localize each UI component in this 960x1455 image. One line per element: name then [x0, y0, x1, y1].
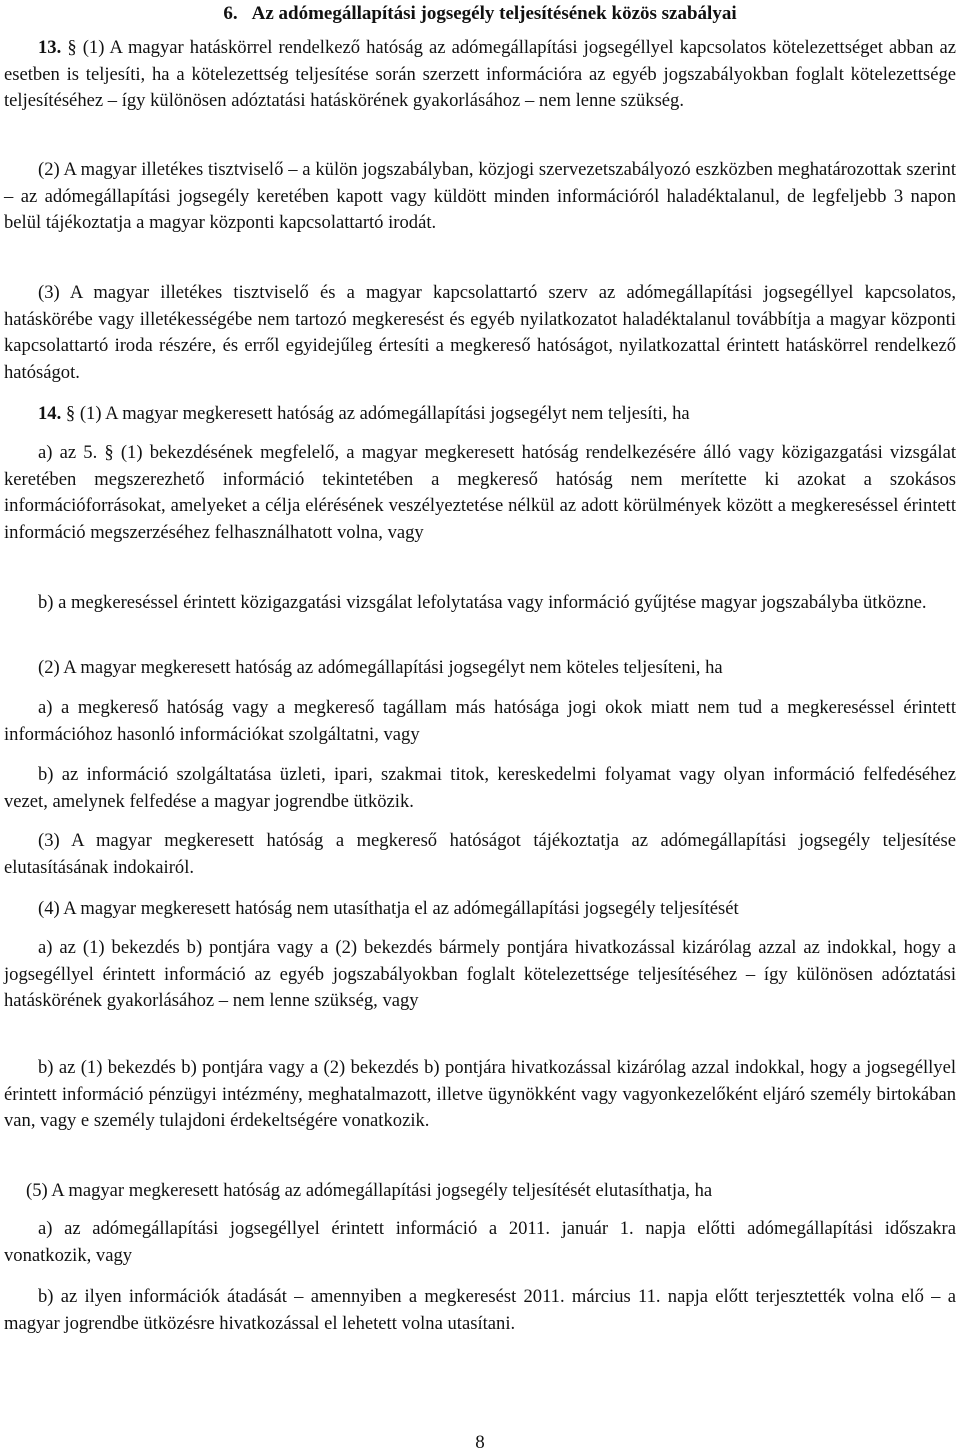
- page-number: 8: [475, 1432, 485, 1453]
- paragraph-text: b) az ilyen információk átadását – amennyiben a megkeresést 2011. március 11. napja előtt terjesztették volna elő – a magyar jogrendbe ütközésre hivatkozással el lehetett volna utasítani.: [4, 1286, 956, 1334]
- paragraph-text: § (1) A magyar megkeresett hatóság az adómegállapítási jogsegélyt nem teljesíti, ha: [65, 403, 690, 424]
- paragraph-text: b) az információ szolgáltatása üzleti, ipari, szakmai titok, kereskedelmi folyamat vagy olyan információ felfedéséhez vezet, amelynek felfedése a magyar jogrendbe ütközik.: [4, 764, 956, 812]
- paragraph-text: a) a megkereső hatóság vagy a megkereső tagállam más hatósága jogi okok miatt nem tud a megkereséssel érintett információhoz hasonló információkat szolgáltatni, vagy: [4, 697, 956, 745]
- paragraph-13-2: [4, 157, 956, 237]
- paragraph-text: (4) A magyar megkeresett hatóság nem utasíthatja el az adómegállapítási jogsegély teljesítését: [38, 898, 739, 919]
- paragraph-14-2-a: [4, 695, 956, 748]
- paragraph-14-1-b: [4, 590, 956, 617]
- section-13-label: 13.: [38, 37, 62, 58]
- paragraph-text: (2) A magyar illetékes tisztviselő – a külön jogszabályban, közjogi szervezetszabályozó eszközben meghatározottak szerint – az adómegállapítási jogsegély keretében kapott vagy küldött minden információról haladéktalanul, de legfeljebb 3 napon belül tájékoztatja a magyar központi kapcsolattartó irodát.: [4, 159, 956, 234]
- paragraph-text: a) az 5. § (1) bekezdésének megfelelő, a magyar megkeresett hatóság rendelkezésére álló vagy közigazgatási vizsgálat keretében megszerezhető információ tekintetében a megkereső hatóság nem merítette ki azokat a szokásos információforrásokat, amelyeket a célja elérésének veszélyeztetése nélkül az adott körülmények között a megkereséssel érintett információ megszerzéséhez felhasználhatott volna, vagy: [4, 442, 956, 543]
- paragraph-text: (3) A magyar megkeresett hatóság a megkereső hatóságot tájékoztatja az adómegállapítási jogsegély teljesítése elutasításának indokairól.: [4, 830, 956, 878]
- paragraph-14-2-b: [4, 762, 956, 815]
- paragraph-text: (2) A magyar megkeresett hatóság az adómegállapítási jogsegélyt nem köteles teljesíteni, ha: [38, 657, 723, 678]
- paragraph-text: b) a megkereséssel érintett közigazgatási vizsgálat lefolytatása vagy információ gyűjtése magyar jogszabályba ütközne.: [38, 592, 927, 613]
- section-number: 6.: [223, 3, 238, 24]
- paragraph-text: b) az (1) bekezdés b) pontjára vagy a (2) bekezdés b) pontjára hivatkozással kizárólag azzal indokkal, hogy a jogsegéllyel érintett információ pénzügyi intézmény, meghatalmazott, illetve ügynökként vagy vagyonkezelőként eljáró személy birtokában van, vagy e személy tulajdoni érdekeltségére vonatkozik.: [4, 1057, 956, 1132]
- section-heading: [0, 2, 960, 26]
- paragraph-14-1-a: [4, 440, 956, 546]
- paragraph-14-3: [4, 828, 956, 881]
- paragraph-text: a) az adómegállapítási jogsegéllyel érintett információ a 2011. január 1. napja előtti adómegállapítási időszakra vonatkozik, vagy: [4, 1218, 956, 1266]
- section-14-label: 14.: [38, 403, 62, 424]
- paragraph-13-3: [4, 280, 956, 386]
- paragraph-14-5: [4, 1178, 956, 1205]
- paragraph-text: (5) A magyar megkeresett hatóság az adómegállapítási jogsegély teljesítését elutasíthatja, ha: [26, 1180, 713, 1201]
- paragraph-14-5-b: [4, 1284, 956, 1337]
- paragraph-14-4-b: [4, 1055, 956, 1135]
- paragraph-14-4: [4, 896, 956, 923]
- paragraph-14-1: [4, 401, 956, 428]
- paragraph-13-1: [4, 35, 956, 115]
- paragraph-text: § (1) A magyar hatáskörrel rendelkező hatóság az adómegállapítási jogsegéllyel kapcsolatos kötelezettséget abban az esetben is teljesíti, ha a kötelezettség teljesítése során szerzett információra az egyéb jogszabályokban foglalt kötelezettsége teljesítéséhez – így különösen adóztatási hatáskörének gyakorlásához – nem lenne szükség.: [4, 37, 956, 112]
- paragraph-14-5-a: [4, 1216, 956, 1269]
- paragraph-text: (3) A magyar illetékes tisztviselő és a magyar kapcsolattartó szerv az adómegállapítási jogsegéllyel kapcsolatos, hatáskörébe vagy illetékességébe nem tartozó megkeresést és egyéb nyilatkozatot haladéktalanul továbbítja a magyar központi kapcsolattartó iroda részére, és erről egyidejűleg értesíti a megkereső hatóságot, nyilatkozattal érintett hatáskörrel rendelkező hatóságot.: [4, 282, 956, 383]
- paragraph-text: a) az (1) bekezdés b) pontjára vagy a (2) bekezdés bármely pontjára hivatkozással kizárólag azzal az indokkal, hogy a jogsegéllyel érintett információ az egyéb jogszabályokban foglalt kötelezettsége teljesítéséhez – így különösen adóztatási hatáskörének gyakorlásához – nem lenne szükség, vagy: [4, 937, 956, 1012]
- paragraph-14-4-a: [4, 935, 956, 1015]
- section-title: Az adómegállapítási jogsegély teljesítésének közös szabályai: [251, 3, 737, 24]
- paragraph-14-2: [4, 655, 956, 682]
